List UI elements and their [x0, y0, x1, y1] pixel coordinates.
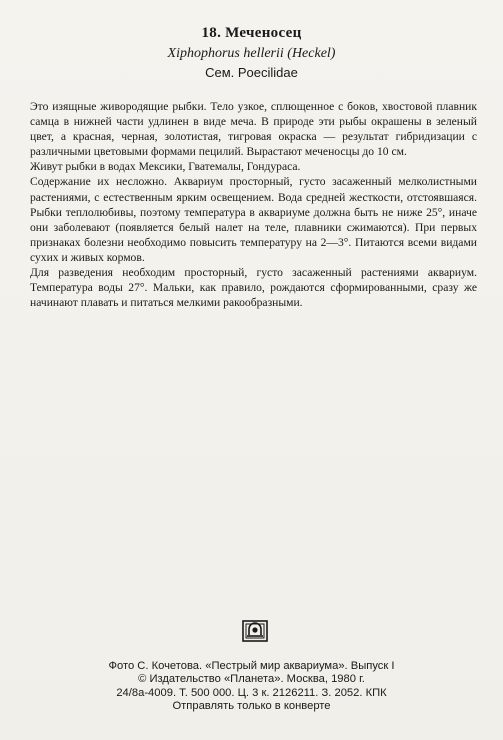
paragraph-care: Содержание их несложно. Аквариум просторный, густо засаженный мелколистными растениями, с естественным ярким освещением. Вода средней жесткости, отстоявшаяся. Рыбки теплолюбивы, поэтому температура в аквариуме должна быть не ниже 25°, иначе они заболевают (появляется белый налет на теле, плавники сжимаются). При первых признаках болезни необходимо повысить температуру на 2—3°. Питаются всеми видами сухих и живых кормов. — [30, 175, 477, 264]
paragraph-habitat: Живут рыбки в водах Мексики, Гватемалы, Гондураса. — [30, 160, 301, 174]
imprint-line-photo: Фото С. Кочетова. «Пестрый мир аквариума». Выпуск I — [108, 660, 395, 672]
publisher-logo-icon — [242, 620, 268, 642]
paragraph-description: Это изящные живородящие рыбки. Тело узкое, сплющенное с боков, хвостовой плавник самца в нижней части удлинен в виде меча. В природе эти рыбы окрашены в зеленый цвет, а красная, черная, золотистая, тигровая окраска — результат гибридизации с различными цветовыми формами пецилий. Вырастают меченосцы до 10 см. — [30, 100, 477, 159]
latin-name: Xiphophorus hellerii (Heckel) — [167, 46, 336, 61]
imprint-line-mailing: Отправлять только в конверте — [172, 699, 331, 712]
family-name: Сем. Poecilidae — [205, 65, 298, 80]
header — [0, 24, 503, 81]
imprint — [0, 660, 503, 713]
imprint-line-publisher: © Издательство «Планета». Москва, 1980 г. — [138, 673, 365, 686]
page-title: 18. Меченосец — [201, 25, 302, 41]
paragraph-breeding: Для разведения необходим просторный, густо засаженный растениями аквариум. Температура воды 27°. Мальки, как правило, рождаются сформированными, сразу же начинают плавать и питаться мелкими ракообразными. — [30, 266, 477, 310]
description-text — [30, 99, 477, 310]
imprint-line-codes: 24/8а-4009. Т. 500 000. Ц. 3 к. 2126211. З. 2052. КПК — [116, 686, 387, 699]
